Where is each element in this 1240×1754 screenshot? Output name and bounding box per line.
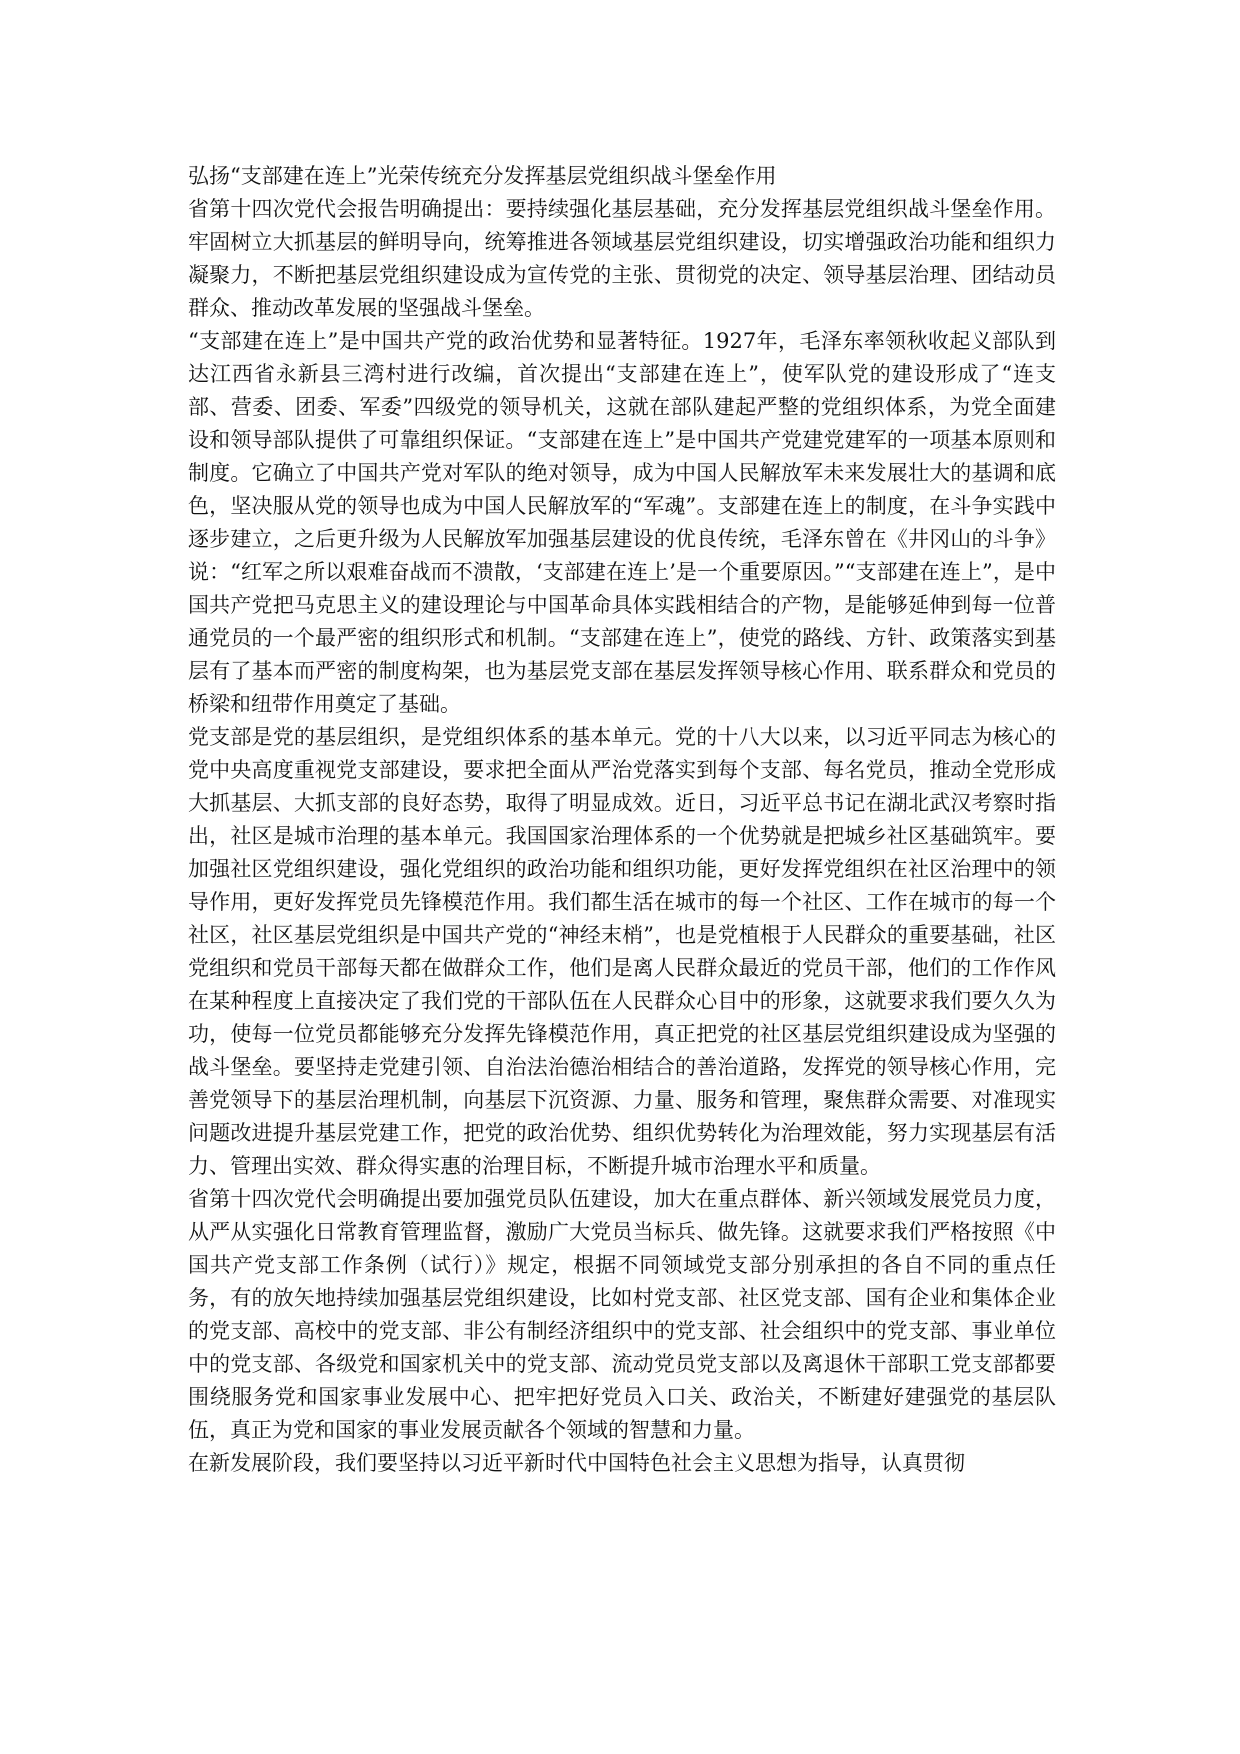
paragraph-5: 在新发展阶段，我们要坚持以习近平新时代中国特色社会主义思想为指导，认真贯彻 (188, 1451, 965, 1475)
paragraph-3: 党支部是党的基层组织，是党组织体系的基本单元。党的十八大以来，以习近平同志为核心的党中央高度重视党支部建设，要求把全面从严治党落实到每个支部、每名党员，推动全党形成大抓基层、大抓支部的良好态势，取得了明显成效。近日，习近平总书记在湖北武汉考察时指出，社区是城市治理的基本单元。我国国家治理体系的一个优势就是把城乡社区基础筑牢。要加强社区党组织建设，强化党组织的政治功能和组织功能，更好发挥党组织在社区治理中的领导作用，更好发挥党员先锋模范作用。我们都生活在城市的每一个社区、工作在城市的每一个社区，社区基层党组织是中国共产党的“神经末梢”，也是党植根于人民群众的重要基础，社区党组织和党员干部每天都在做群众工作，他们是离人民群众最近的党员干部，他们的工作作风在某种程度上直接决定了我们党的干部队伍在人民群众心目中的形象，这就要求我们要久久为功，使每一位党员都能够充分发挥先锋模范作用，真正把党的社区基层党组织建设成为坚强的战斗堡垒。要坚持走党建引领、自治法治德治相结合的善治道路，发挥党的领导核心作用，完善党领导下的基层治理机制，向基层下沉资源、力量、服务和管理，聚焦群众需要、对准现实问题改进提升基层党建工作，把党的政治优势、组织优势转化为治理效能，努力实现基层有活力、管理出实效、群众得实惠的治理目标，不断提升城市治理水平和质量。 (188, 725, 1056, 1178)
document-title: 弘扬“支部建在连上”光荣传统充分发挥基层党组织战斗堡垒作用 (188, 164, 777, 188)
paragraph-4: 省第十四次党代会明确提出要加强党员队伍建设，加大在重点群体、新兴领域发展党员力度，从严从实强化日常教育管理监督，激励广大党员当标兵、做先锋。这就要求我们严格按照《中国共产党支部工作条例（试行）》规定，根据不同领域党支部分别承担的各自不同的重点任务，有的放矢地持续加强基层党组织建设，比如村党支部、社区党支部、国有企业和集体企业的党支部、高校中的党支部、非公有制经济组织中的党支部、社会组织中的党支部、事业单位中的党支部、各级党和国家机关中的党支部、流动党员党支部以及离退休干部职工党支部都要围绕服务党和国家事业发展中心、把牢把好党员入口关、政治关，不断建好建强党的基层队伍，真正为党和国家的事业发展贡献各个领域的智慧和力量。 (188, 1187, 1056, 1442)
paragraph-2: “支部建在连上”是中国共产党的政治优势和显著特征。1927年，毛泽东率领秋收起义部队到达江西省永新县三湾村进行改编，首次提出“支部建在连上”，使军队党的建设形成了“连支部、营委、团委、军委”四级党的领导机关，这就在部队建起严整的党组织体系，为党全面建设和领导部队提供了可靠组织保证。“支部建在连上”是中国共产党建党建军的一项基本原则和制度。它确立了中国共产党对军队的绝对领导，成为中国人民解放军未来发展壮大的基调和底色，坚决服从党的领导也成为中国人民解放军的“军魂”。支部建在连上的制度，在斗争实践中逐步建立，之后更升级为人民解放军加强基层建设的优良传统，毛泽东曾在《井冈山的斗争》说：“红军之所以艰难奋战而不溃散，‘支部建在连上’是一个重要原因。”“支部建在连上”，是中国共产党把马克思主义的建设理论与中国革命具体实践相结合的产物，是能够延伸到每一位普通党员的一个最严密的组织形式和机制。“支部建在连上”，使党的路线、方针、政策落实到基层有了基本而严密的制度构架，也为基层党支部在基层发挥领导核心作用、联系群众和党员的桥梁和纽带作用奠定了基础。 (188, 329, 1056, 716)
document-page (188, 160, 1056, 1480)
paragraph-1: 省第十四次党代会报告明确提出：要持续强化基层基础，充分发挥基层党组织战斗堡垒作用。牢固树立大抓基层的鲜明导向，统筹推进各领域基层党组织建设，切实增强政治功能和组织力凝聚力，不断把基层党组织建设成为宣传党的主张、贯彻党的决定、领导基层治理、团结动员群众、推动改革发展的坚强战斗堡垒。 (188, 197, 1056, 320)
